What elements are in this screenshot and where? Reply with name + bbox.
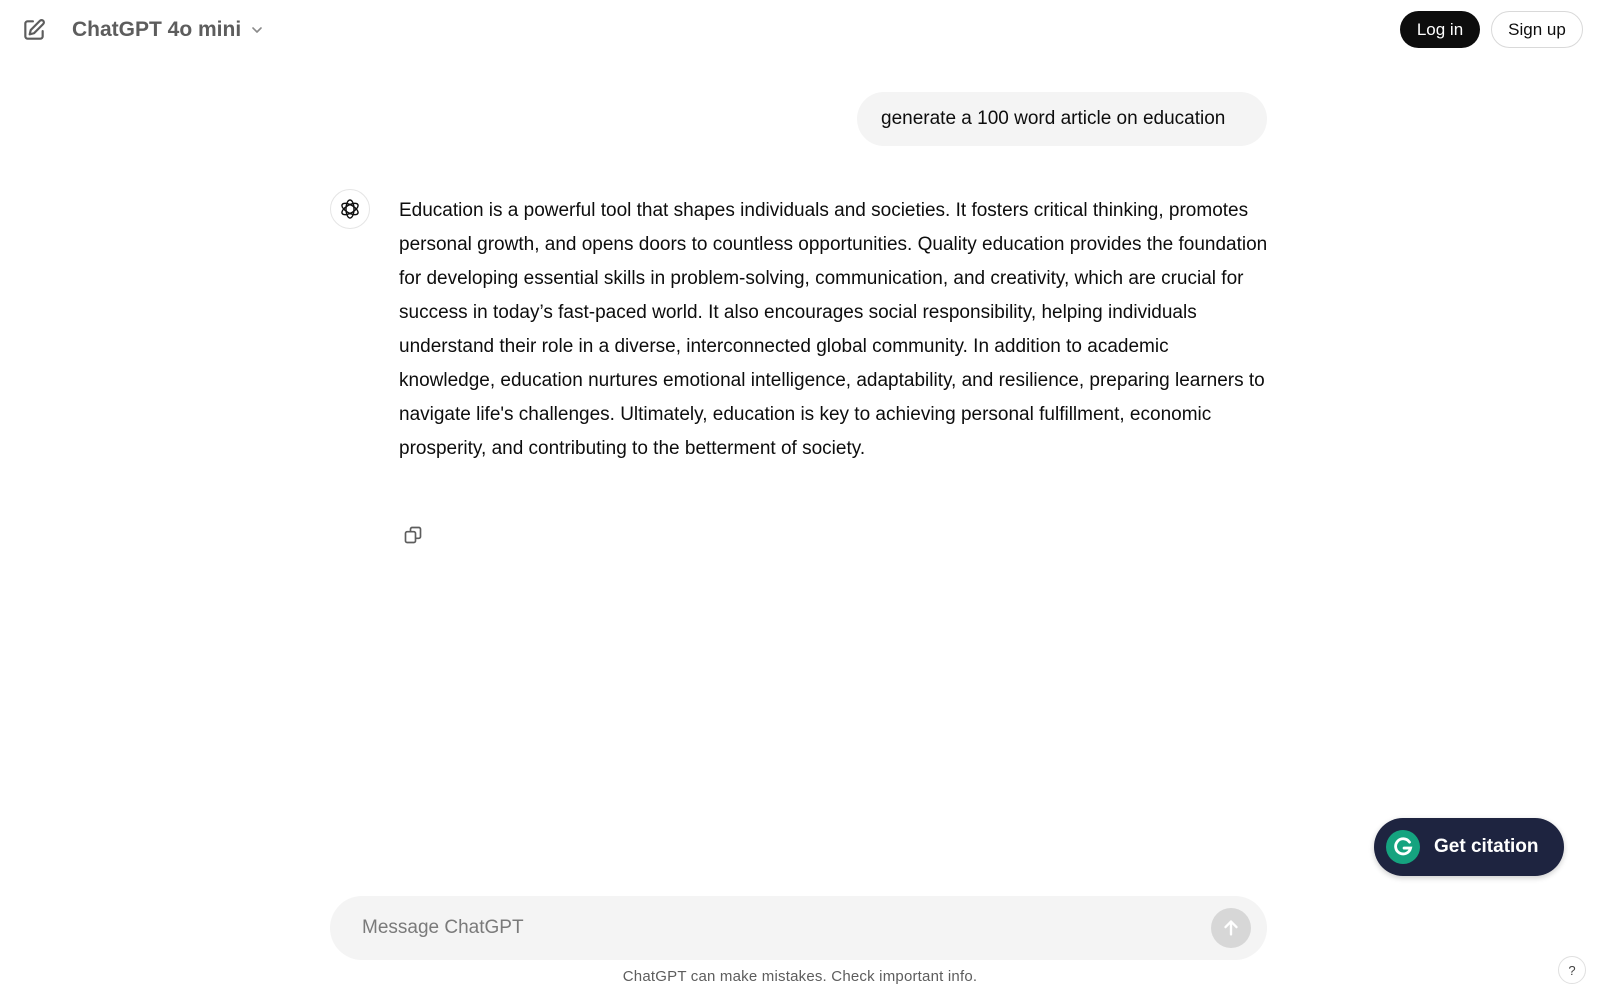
- user-message-bubble: [857, 92, 1267, 146]
- assistant-message-text: Education is a powerful tool that shapes individuals and societies. It fosters critical thinking, promotes personal growth, and opens doors to countless opportunities. Quality education provides the foundation for developing essential skills in problem-solving, communication, and creativity, which are crucial for success in today’s fast-paced world. It also encourages social responsibility, helping individuals understand their role in a diverse, interconnected global community. In addition to academic knowledge, education nurtures emotional intelligence, adaptability, and resilience, preparing learners to navigate life's challenges. Ultimately, education is key to achieving personal fulfillment, economic prosperity, and contributing to the betterment of society.: [399, 200, 1268, 459]
- login-button[interactable]: Log in: [1400, 11, 1480, 48]
- openai-logo-icon: [338, 197, 362, 221]
- arrow-up-icon: [1220, 917, 1242, 939]
- copy-icon: [403, 525, 423, 545]
- get-citation-button[interactable]: [1374, 818, 1564, 876]
- disclaimer-text: ChatGPT can make mistakes. Check important info.: [622, 968, 978, 985]
- message-composer: [330, 896, 1267, 960]
- copy-button[interactable]: [399, 521, 427, 549]
- get-citation-label: Get citation: [1434, 836, 1539, 857]
- assistant-avatar: [330, 189, 370, 229]
- send-button[interactable]: [1211, 908, 1251, 948]
- signup-button[interactable]: Sign up: [1491, 11, 1583, 48]
- help-button[interactable]: ?: [1558, 956, 1586, 984]
- user-message-text: generate a 100 word article on education: [881, 108, 1226, 129]
- message-input[interactable]: [362, 917, 1182, 939]
- model-selector[interactable]: [62, 12, 275, 48]
- new-chat-button[interactable]: [18, 14, 50, 46]
- grammarly-logo-icon: [1386, 830, 1420, 864]
- model-name: ChatGPT 4o mini: [72, 18, 242, 41]
- top-header: [0, 0, 1600, 60]
- chevron-down-icon: [249, 22, 265, 38]
- new-chat-icon: [21, 17, 47, 43]
